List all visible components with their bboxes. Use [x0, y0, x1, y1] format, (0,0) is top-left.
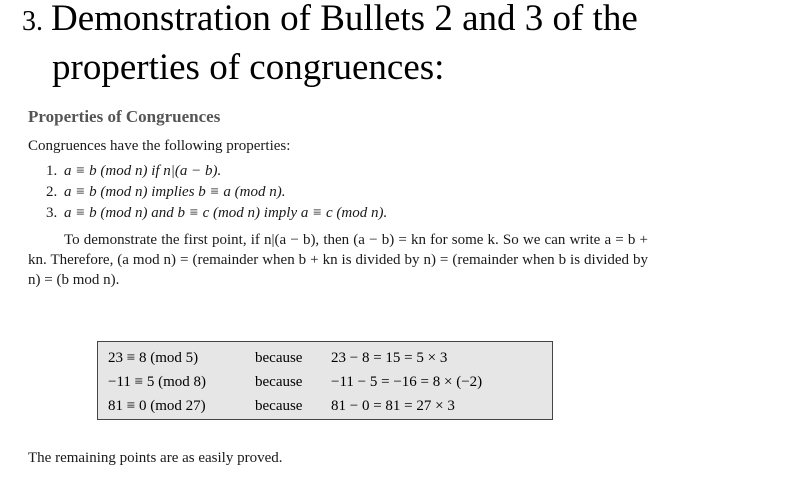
examples-box [97, 341, 553, 420]
slide-title-line2: properties of congruences: [52, 47, 445, 88]
example-because: because [255, 350, 303, 366]
example-congruence: 81 ≡ 0 (mod 27) [108, 398, 206, 414]
section-intro: Congruences have the following properties: [28, 138, 291, 154]
list-item-text: a ≡ b (mod n) and b ≡ c (mod n) imply a ≡ c (mod n). [64, 205, 388, 221]
list-item-text: a ≡ b (mod n) if n|(a − b). [64, 163, 222, 179]
table-row [108, 370, 542, 394]
list-item [28, 161, 648, 182]
table-row [108, 394, 542, 418]
list-item-number: 3. [46, 205, 58, 221]
example-because: because [255, 398, 303, 414]
list-item [28, 203, 648, 224]
demonstration-paragraph: To demonstrate the first point, if n|(a − b), then (a − b) = kn for some k. So we can write a = b + kn. Therefore, (a mod n) = (remainder when b + kn is divided by n) = (remainder when b is divided by n) = (b mod n). [28, 232, 648, 288]
slide-title-line1: Demonstration of Bullets 2 and 3 of the [51, 0, 638, 39]
slide-title [22, 0, 792, 91]
section-heading: Properties of Congruences [28, 107, 221, 126]
example-reason: 23 − 8 = 15 = 5 × 3 [331, 350, 448, 366]
example-congruence: −11 ≡ 5 (mod 8) [108, 374, 207, 390]
list-item [28, 182, 648, 203]
example-congruence: 23 ≡ 8 (mod 5) [108, 350, 199, 366]
table-row [108, 346, 542, 370]
example-reason: 81 − 0 = 81 = 27 × 3 [331, 398, 455, 414]
textbook-excerpt [28, 106, 648, 290]
example-reason: −11 − 5 = −16 = 8 × (−2) [331, 374, 483, 390]
properties-list [28, 161, 648, 224]
list-item-number: 2. [46, 184, 58, 200]
example-because: because [255, 374, 303, 390]
slide-number: 3. [22, 6, 43, 37]
list-item-number: 1. [46, 163, 58, 179]
closing-sentence: The remaining points are as easily proved. [28, 450, 283, 466]
list-item-text: a ≡ b (mod n) implies b ≡ a (mod n). [64, 184, 286, 200]
